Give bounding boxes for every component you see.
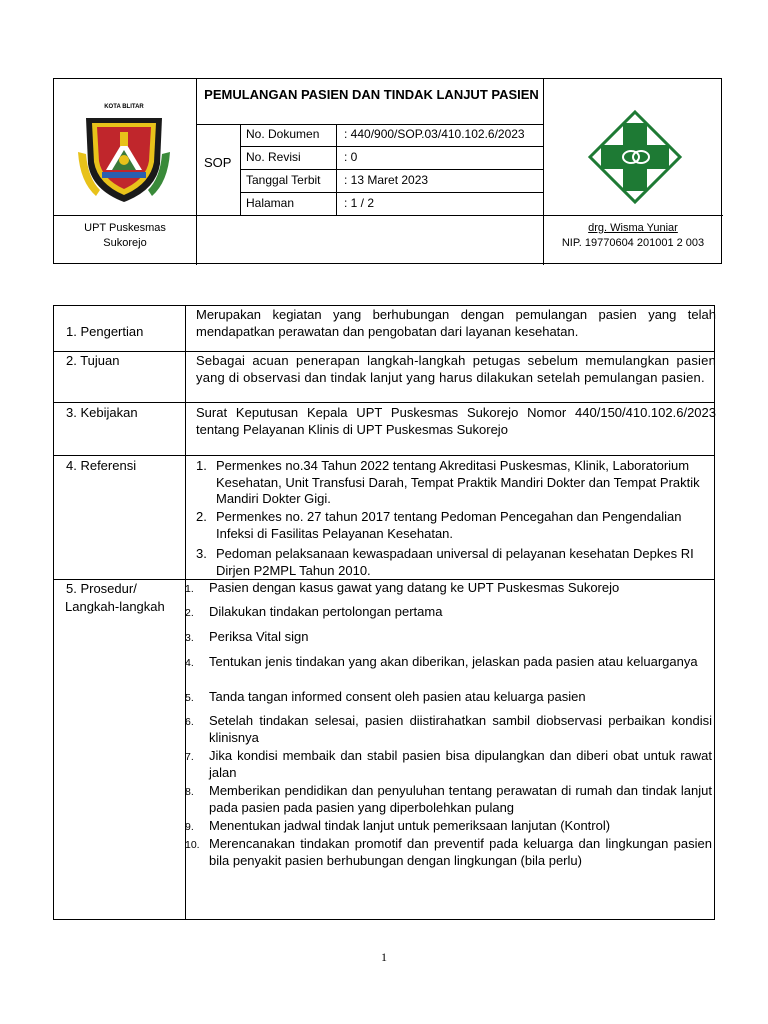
- reference-number: 3.: [196, 546, 207, 561]
- divider: [240, 169, 543, 170]
- step-text: Tentukan jenis tindakan yang akan diberikan, jelaskan pada pasien atau keluarganya: [209, 654, 698, 669]
- step-number: 3.: [185, 632, 194, 644]
- kota-blitar-emblem: [76, 104, 172, 209]
- meta-label-revision: No. Revisi: [246, 150, 301, 164]
- page-number: 1: [381, 950, 387, 964]
- meta-label-page: Halaman: [246, 196, 295, 210]
- step-number: 1.: [185, 583, 194, 595]
- header-table: [53, 78, 722, 264]
- emblem-caption: KOTA BLITAR: [104, 104, 144, 110]
- step-text: Menentukan jadwal tindak lanjut untuk pemeriksaan lanjutan (Kontrol): [209, 818, 611, 833]
- step-text: Dilakukan tindakan pertolongan pertama: [209, 604, 443, 619]
- step-text: Merencanakan tindakan promotif dan preventif pada keluarga dan lingkungan pasien bila penyakit pasien berhubungan dengan lingkungan (bila perlu): [209, 836, 712, 868]
- step-text: Periksa Vital sign: [209, 629, 309, 644]
- divider: [240, 192, 543, 193]
- emblem-shield-icon: [76, 112, 172, 204]
- section-label-prosedur: [66, 581, 165, 615]
- prosedur-label-line-1: 5. Prosedur/: [66, 581, 137, 596]
- reference-text: Permenkes no. 27 tahun 2017 tentang Pedoman Pencegahan dan Pengendalian Infeksi di Fasilitas Pelayanan Kesehatan.: [216, 509, 682, 541]
- section-label-kebijakan: 3. Kebijakan: [66, 405, 138, 420]
- step-number: 2.: [185, 607, 194, 619]
- puskesmas-logo-icon: [587, 109, 683, 205]
- section-label-referensi: 4. Referensi: [66, 458, 137, 473]
- step-text: Jika kondisi membaik dan stabil pasien bisa dipulangkan dan diberi obat untuk rawat jalan: [209, 748, 712, 780]
- document-title: PEMULANGAN PASIEN DAN TINDAK LANJUT PASIEN: [204, 87, 539, 102]
- divider: [54, 215, 723, 216]
- reference-text: Pedoman pelaksanaan kewaspadaan universal di pelayanan kesehatan Depkes RI Dirjen P2MPL Tahun 2010.: [216, 546, 694, 578]
- meta-label-doc-no: No. Dokumen: [246, 127, 320, 141]
- step-text: Pasien dengan kasus gawat yang datang ke UPT Puskesmas Sukorejo: [209, 580, 620, 595]
- divider: [240, 146, 543, 147]
- meta-value-doc-no: : 440/900/SOP.03/410.102.6/2023: [344, 127, 525, 141]
- section-label-pengertian: 1. Pengertian: [66, 324, 144, 339]
- divider: [54, 402, 714, 403]
- step-number: 8.: [185, 786, 194, 798]
- reference-item: [196, 546, 716, 580]
- sop-label: SOP: [204, 155, 232, 170]
- step-text: Tanda tangan informed consent oleh pasien atau keluarga pasien: [209, 689, 586, 704]
- step-text: Memberikan pendidikan dan penyuluhan tentang perawatan di rumah dan tindak lanjut pada pasien pada pasien yang diperbolehkan pulang: [209, 783, 712, 815]
- reference-number: 1.: [196, 458, 207, 473]
- meta-label-issue-date: Tanggal Terbit: [246, 173, 321, 187]
- meta-value-revision: : 0: [344, 150, 358, 164]
- step-number: 10.: [185, 839, 200, 851]
- divider: [196, 124, 543, 125]
- prosedur-label-line-2: Langkah-langkah: [65, 599, 165, 614]
- step-number: 6.: [185, 716, 194, 728]
- step-number: 5.: [185, 692, 194, 704]
- reference-text: Permenkes no.34 Tahun 2022 tentang Akreditasi Puskesmas, Klinik, Laboratorium Kesehatan, Unit Transfusi Darah, Tempat Praktik Mandiri Dokter dan Tempat Praktik Mandiri Dokter Gigi.: [216, 458, 700, 506]
- step-text: Setelah tindakan selesai, pasien diistirahatkan sambil diobservasi perbaikan kondisi klinisnya: [209, 713, 712, 745]
- org-line-2: Sukorejo: [103, 237, 147, 249]
- signer-block: [543, 221, 723, 251]
- reference-item: [196, 458, 716, 508]
- signer-name: drg. Wisma Yuniar: [588, 222, 678, 234]
- reference-number: 2.: [196, 509, 207, 524]
- organization-name: [54, 221, 196, 251]
- section-label-tujuan: 2. Tujuan: [66, 353, 120, 368]
- meta-value-issue-date: : 13 Maret 2023: [344, 173, 429, 187]
- section-text-pengertian: Merupakan kegiatan yang berhubungan dengan pemulangan pasien yang telah mendapatkan perawatan dan pengobatan dari layanan kesehatan.: [196, 307, 716, 339]
- meta-value-page: : 1 / 2: [344, 196, 375, 210]
- step-number: 7.: [185, 751, 194, 763]
- signer-nip: NIP. 19770604 201001 2 003: [561, 237, 705, 249]
- org-line-1: UPT Puskesmas: [84, 222, 166, 234]
- sop-content-table: [53, 305, 715, 920]
- divider: [54, 455, 714, 456]
- step-number: 4.: [185, 657, 194, 669]
- divider: [196, 79, 197, 265]
- divider: [54, 351, 714, 352]
- step-number: 9.: [185, 821, 194, 833]
- section-text-tujuan: Sebagai acuan penerapan langkah-langkah petugas sebelum memulangkan pasien yang di observasi dan tindak lanjut yang harus dilakukan setelah pemulangan pasien.: [196, 353, 716, 385]
- section-text-kebijakan: Surat Keputusan Kepala UPT Puskesmas Sukorejo Nomor 440/150/410.102.6/2023 tentang Pelayanan Klinis di UPT Puskesmas Sukorejo: [196, 405, 716, 437]
- reference-item: [196, 509, 716, 543]
